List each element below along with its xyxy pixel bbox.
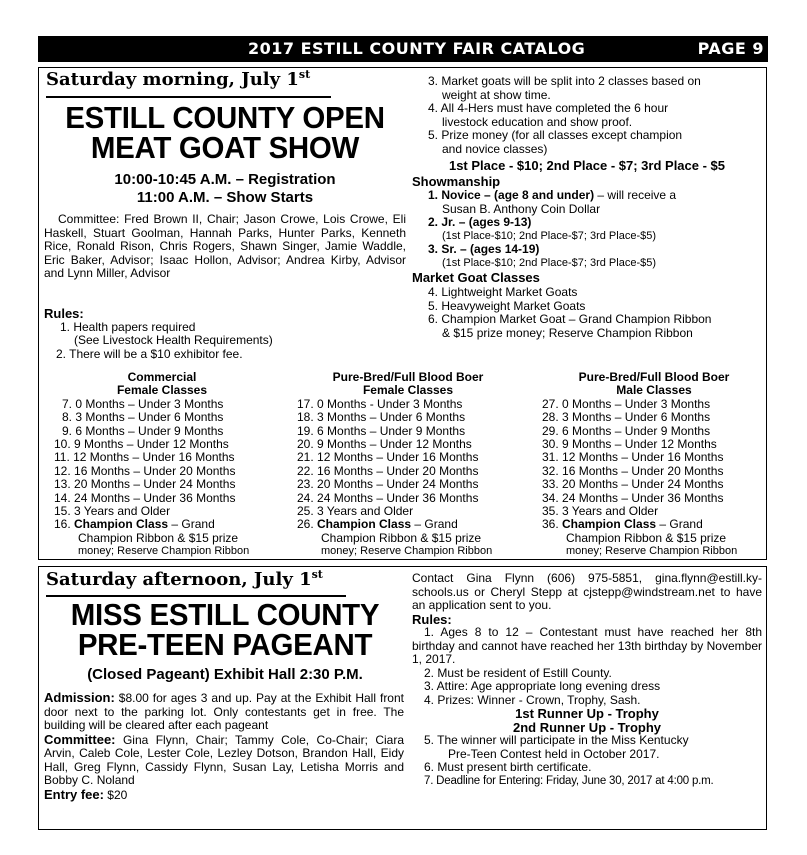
prize-amounts: 1st Place - $10; 2nd Place - $7; 3rd Place - $5 — [448, 158, 726, 173]
boer-male-classes: Pure-Bred/Full Blood Boer Male Classes 27. 0 Months – Under 3 Months 28. 3 Months – Under 6 Months 29. 6 Months – Under 9 Months 30. 9 Months – Under 12 Months 31. 12 Months – Under 16 Months 32. 16 Months – Under 20 Months 33. 20 Months – Under 24 Months 34. 24 Months – Under 36 Months 35. 3 Years and Older 36. Champion Class – Grand Champion Ribbon & $15 prize money; Reserve Champion Ribbon — [542, 370, 738, 558]
catalog-title: 2017 ESTILL COUNTY FAIR CATALOG — [248, 39, 586, 58]
showmanship-heading: Showmanship — [412, 174, 501, 189]
goat-committee: Committee: Fred Brown II, Chair; Jason Crowe, Lois Crowe, Eli Haskell, Stuart Goolman, Hannah Parks, Hunter Parks, Kenneth Rice, Ronald Rison, Chris Rogers, Shawn Singer, Jamie Waddle, Eric Baker, Advisor; Isaac Hollon, Advisor; Andrea Kirby, Advisor and Lynn Miller, Advisor — [44, 212, 406, 280]
goat-rules-left: Rules: 1. Health papers required (See Livestock Health Requirements) 2. There will be a $10 exhibitor fee. — [44, 306, 273, 361]
boer-female-classes: Pure-Bred/Full Blood Boer Female Classes 17. 0 Months - Under 3 Months 18. 3 Months – Under 6 Months 19. 6 Months – Under 9 Months 20. 9 Months – Under 12 Months 21. 12 Months – Under 16 Months 22. 16 Months – Under 20 Months 23. 20 Months – Under 24 Months 24. 24 Months – Under 36 Months 25. 3 Years and Older 26. Champion Class – Grand Champion Ribbon & $15 prize money; Reserve Champion Ribbon — [297, 370, 493, 558]
pageant-contact-rules: Contact Gina Flynn (606) 975-5851, gina.flynn@estill.ky-schools.us or Cheryl Stepp at cjstepp@windstream.net to have an application sent to you. Rules: 1. Ages 8 to 12 – Contestant must have reached her 8th birthday and cannot have reached her 13th birthday by November 1, 2017. 2. Must be resident of Estill County. 3. Attire: Age appropriate long evening dress 4. Prizes: Winner - Crown, Trophy, Sash. 1st Runner Up - Trophy 2nd Runner Up - Trophy 5. The winner will participate in the Miss Kentucky Pre-Teen Contest held in October 2017. 6. Must present birth certificate. 7. Deadline for Entering: Friday, June 30, 2017 at 4:00 p.m. — [412, 571, 762, 787]
commercial-female-classes: Commercial Female Classes 7. 0 Months – Under 3 Months 8. 3 Months – Under 6 Months 9. 6 Months – Under 9 Months 10. 9 Months – Under 12 Months 11. 12 Months – Under 16 Months 12. 16 Months – Under 20 Months 13. 20 Months – Under 24 Months 14. 24 Months – Under 36 Months 15. 3 Years and Older 16. Champion Class – Grand Champion Ribbon & $15 prize money; Reserve Champion Ribbon — [54, 370, 250, 558]
catalog-header-bar — [38, 36, 768, 62]
pageant-details: Admission: $8.00 for ages 3 and up. Pay at the Exhibit Hall front door next to the parking lot. Only contestants get in free. The building will be cleared after each pageant Committee: Gina Flynn, Chair; Tammy Cole, Co-Chair; Ciara Arvin, Caleb Cole, Lester Cole, Lezley Dotson, Brandon Hall, Eidy Hall, Greg Flynn, Cassidy Flynn, Susan Lay, Letisha Morris and Bobby C. Noland Entry fee: $20 — [44, 690, 404, 802]
pageant-subtitle: (Closed Pageant) Exhibit Hall 2:30 P.M. — [87, 666, 363, 683]
goat-rules-right: 3. Market goats will be split into 2 classes based on weight at show time. 4. All 4-Hers must have completed the 6 hour livestock education and show proof. 5. Prize money (for all classes except champion and novice classes) 1st Place - $10; 2nd Place - $7; 3rd Place - $5 Showmanship 1. Novice – (age 8 and under) – will receive a Susan B. Anthony Coin Dollar 2. Jr. – (ages 9-13) (1st Place-$10; 2nd Place-$7; 3rd Place-$5) 3. Sr. – (ages 14-19) (1st Place-$10; 2nd Place-$7; 3rd Place-$5) Market Goat Classes 4. Lightweight Market Goats 5. Heavyweight Market Goats 6. Champion Market Goat – Grand Champion Ribbon & $15 prize money; Reserve Champion Ribbon — [412, 75, 762, 340]
pageant-contact: Contact Gina Flynn (606) 975-5851, gina.flynn@estill.ky-schools.us or Cheryl Stepp at cjstepp@windstream.net to have an application sent to you. — [412, 571, 762, 612]
pageant-day-heading: Saturday afternoon, July 1st — [46, 568, 323, 590]
goat-times: 10:00-10:45 A.M. – Registration 11:00 A.M. – Show Starts — [114, 171, 336, 206]
goat-day-heading: Saturday morning, July 1st — [46, 68, 311, 90]
goat-show-title: ESTILL COUNTY OPEN MEAT GOAT SHOW — [65, 100, 385, 165]
pageant-title: MISS ESTILL COUNTY PRE-TEEN PAGEANT — [70, 597, 380, 662]
goat-heading-underline — [46, 96, 331, 98]
market-goat-heading: Market Goat Classes — [412, 270, 540, 285]
page-number: PAGE 9 — [697, 39, 764, 58]
